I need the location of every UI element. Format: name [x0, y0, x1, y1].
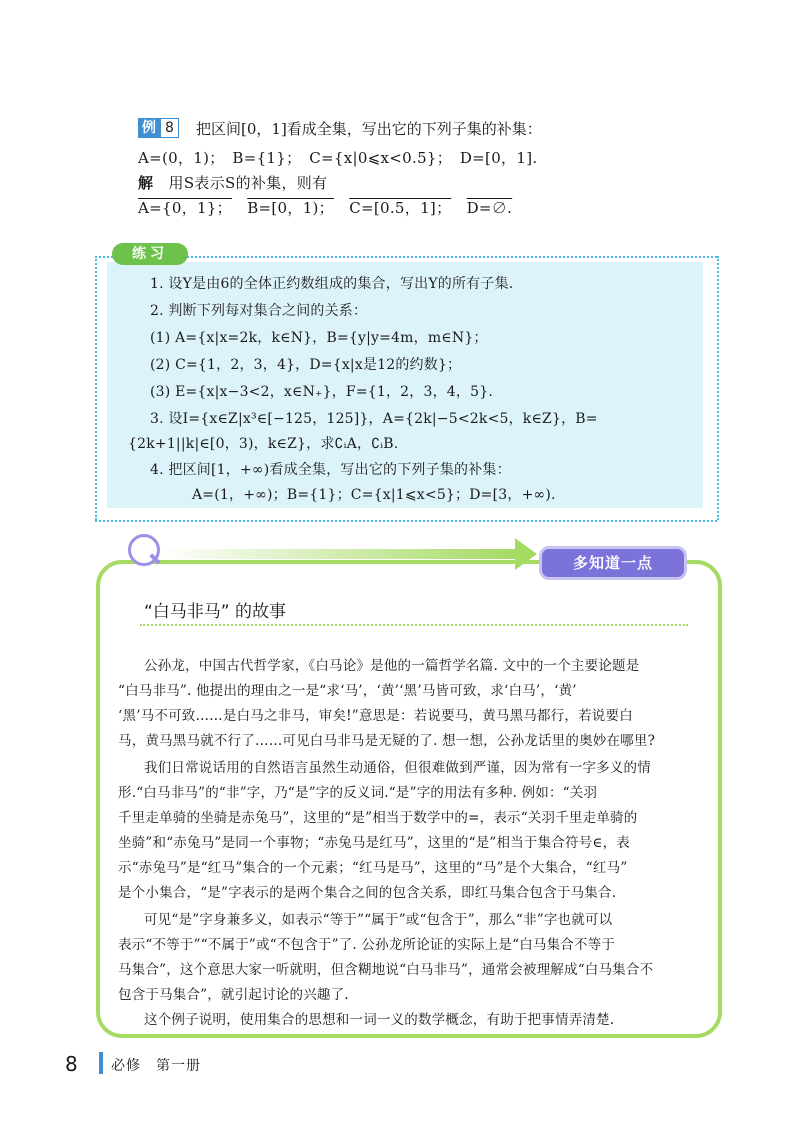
reading-line: 我们日常说话用的自然语言虽然生动通俗，但很难做到严谨，因为常有一字多义的情 [144, 760, 651, 776]
practice-border-right [715, 256, 719, 520]
reading-line: 是个小集合，“是”字表示的是两个集合之间的包含关系，即红马集合包含于马集合. [118, 885, 617, 901]
reading-line: 形.“白马非马”的“非”字，乃“是”字的反义词.“是”字的用法有多种. 例如：“关羽 [118, 785, 598, 801]
practice-border-left [95, 256, 99, 520]
example-badge [138, 118, 179, 138]
answer-b: B=[0，1)； [247, 199, 334, 217]
page-number: 8 [65, 1052, 78, 1076]
solution-text: 用S表示S的补集，则有 [168, 174, 328, 192]
practice-line: 1. 设Y是由6的全体正约数组成的集合，写出Y的所有子集. [150, 276, 514, 292]
reading-line: 可见“是”字身兼多义，如表示“等于”“属于”或“包含于”，那么“非”字也就可以 [144, 912, 613, 928]
reading-line: 示“赤兔马”是“红马”集合的一个元素；“红马是马”，这里的“马”是个大集合，“红马” [118, 860, 628, 876]
book-title: 必修 第一册 [111, 1058, 201, 1074]
reading-line: 表示“不等于”“不属于”或“不包含于”了. 公孙龙所论证的实际上是“白马集合不等于 [118, 937, 616, 953]
practice-line: {2k+1||k|∈[0，3)，k∈Z}，求∁ᵢA，∁ᵢB. [128, 436, 399, 452]
page-bar [99, 1052, 103, 1074]
practice-line: A=(1，+∞)；B={1}；C={x|1⩽x<5}；D=[3，+∞). [192, 487, 556, 503]
reading-line: 千里走单骑的坐骑是赤兔马”，这里的“是”相当于数学中的=，表示“关羽千里走单骑的 [118, 810, 638, 826]
reading-line: 马，黄马黑马就不行了……可见白马非马是无疑的了. 想一想，公孙龙话里的奥妙在哪里? [118, 733, 656, 749]
reading-badge: 多知道一点 [539, 546, 687, 580]
answer-a: A={0，1}； [138, 199, 232, 217]
reading-line: 坐骑”和“赤兔马”是同一个事物；“赤兔马是红马”，这里的“是”相当于集合符号∈，表 [118, 835, 631, 851]
practice-line: 3. 设I={x∈Z|x³∈[−125，125]}，A={2k|−5<2k<5，k∈Z}，B= [150, 411, 598, 427]
practice-line: (2) C={1，2，3，4}，D={x|x是12的约数}； [150, 357, 462, 373]
reading-line: “白马非马”. 他提出的理由之一是“求‘马’，‘黄’‘黑’马皆可致，求‘白马’，‘黄’ [118, 683, 577, 699]
practice-line: (1) A={x|x=2k，k∈N}，B={y|y=4m，m∈N}； [150, 330, 488, 346]
answer-c: C=[0.5，1]； [349, 199, 452, 217]
practice-line: 4. 把区间[1，+∞)看成全集，写出它的下列子集的补集： [150, 462, 511, 478]
solution-label: 解 [138, 174, 154, 192]
reading-line: 马集合”，这个意思大家一听就明，但含糊地说“白马非马”，通常会被理解成“白马集合不 [118, 962, 654, 978]
reading-divider [140, 624, 688, 626]
example-title: 把区间[0，1]看成全集，写出它的下列子集的补集： [196, 120, 542, 138]
reading-arrow [158, 549, 518, 559]
answer-d: D=∅. [466, 199, 513, 217]
answer-line [138, 197, 512, 218]
reading-line: 这个例子说明，使用集合的思想和一词一义的数学概念，有助于把事情弄清楚. [144, 1012, 615, 1028]
reading-line: ‘黑’马不可致……是白马之非马，审矣!”意思是：若说要马，黄马黑马都行，若说要白 [118, 708, 633, 724]
solution-line [138, 172, 327, 193]
practice-line: (3) E={x|x−3<2，x∈N₊}，F={1，2，3，4，5}. [150, 384, 493, 400]
example-sets: A=(0，1)； B={1}； C={x|0⩽x<0.5}； D=[0，1]. [138, 149, 538, 167]
example-number: 8 [160, 118, 179, 138]
reading-line: 包含于马集合”，就引起讨论的兴趣了. [118, 987, 349, 1003]
reading-line: 公孙龙，中国古代哲学家，《白马论》是他的一篇哲学名篇. 文中的一个主要论题是 [144, 658, 640, 674]
practice-tab: 练习 [112, 243, 188, 265]
reading-arrowhead [515, 538, 537, 570]
reading-title: “白马非马” 的故事 [144, 602, 287, 622]
practice-line: 2. 判断下列每对集合之间的关系： [150, 303, 368, 319]
example-label: 例 [138, 118, 160, 138]
